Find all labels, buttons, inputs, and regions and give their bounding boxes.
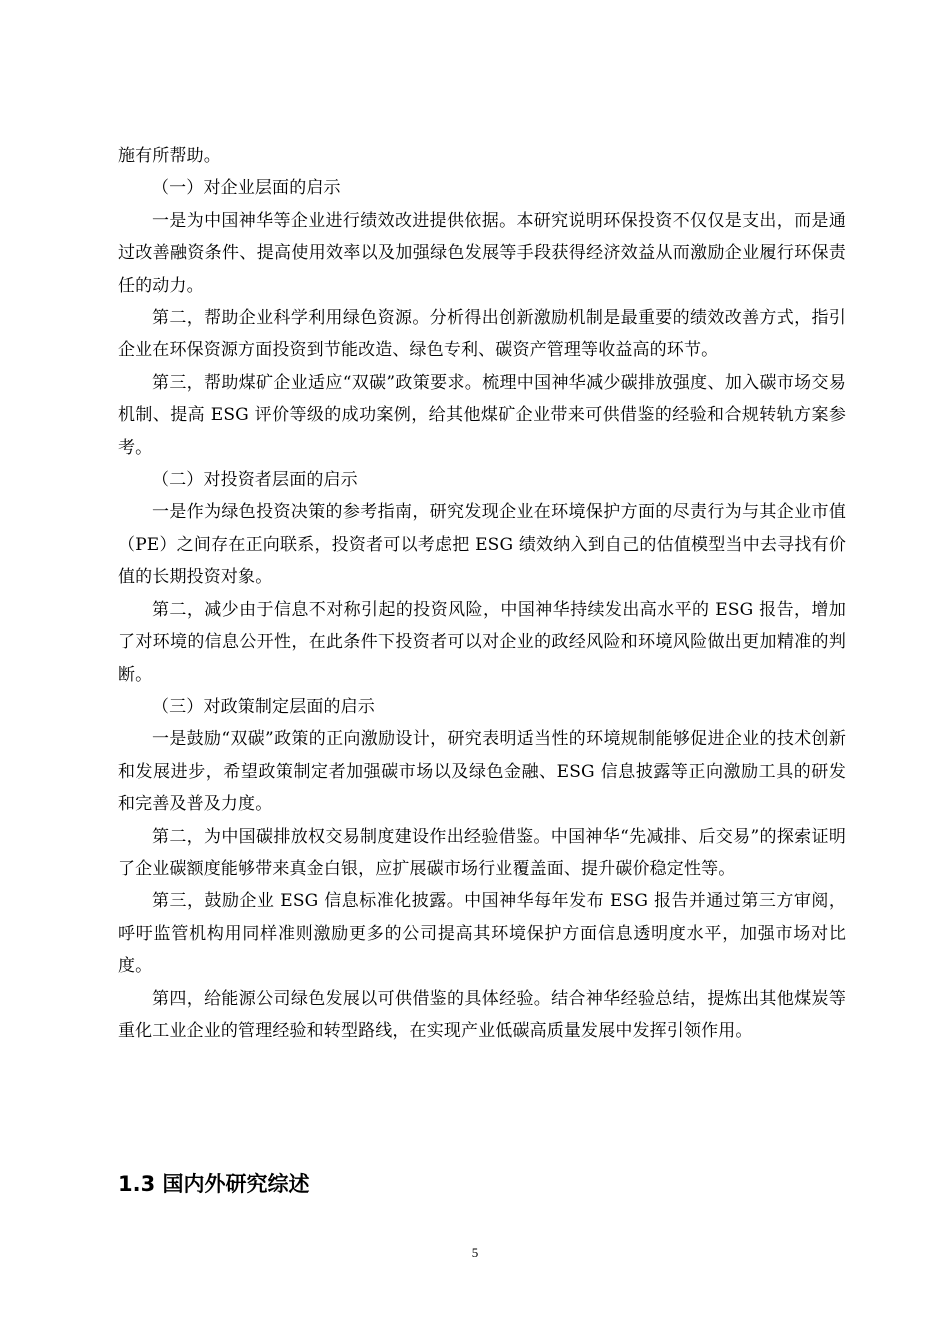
sub-heading: （一）对企业层面的启示	[152, 178, 341, 199]
page-number: 5	[471, 1245, 479, 1260]
sub-heading: （三）对政策制定层面的启示	[152, 696, 375, 717]
sub-heading: （二）对投资者层面的启示	[152, 470, 358, 491]
section-heading: 1.3 国内外研究综述	[118, 1172, 310, 1196]
paragraph: 一是为中国神华等企业进行绩效改进提供依据。本研究说明环保投资不仅仅是支出，而是通过改善融资条件、提高使用效率以及加强绿色发展等手段获得经济效益从而激励企业履行环保责任的动力。	[118, 210, 846, 296]
paragraph: 施有所帮助。	[118, 146, 221, 166]
paragraph: 第二，帮助企业科学利用绿色资源。分析得出创新激励机制是最重要的绩效改善方式，指引企业在环保资源方面投资到节能改造、绿色专利、碳资产管理等收益高的环节。	[118, 308, 846, 361]
body-text	[118, 140, 846, 1047]
paragraph: 一是作为绿色投资决策的参考指南，研究发现企业在环境保护方面的尽责行为与其企业市值（PE）之间存在正向联系，投资者可以考虑把 ESG 绩效纳入到自己的估值模型当中去寻找有价值的长期投资对象。	[118, 502, 846, 588]
paragraph: 第三，帮助煤矿企业适应“双碳”政策要求。梳理中国神华减少碳排放强度、加入碳市场交易机制、提高 ESG 评价等级的成功案例，给其他煤矿企业带来可供借鉴的经验和合规转轨方案参考。	[118, 372, 846, 458]
paragraph: 第三，鼓励企业 ESG 信息标准化披露。中国神华每年发布 ESG 报告并通过第三方审阅，呼吁监管机构用同样准则激励更多的公司提高其环境保护方面信息透明度水平，加强市场对比度。	[118, 891, 846, 977]
paragraph: 第二，为中国碳排放权交易制度建设作出经验借鉴。中国神华“先减排、后交易”的探索证明了企业碳额度能够带来真金白银，应扩展碳市场行业覆盖面、提升碳价稳定性等。	[118, 826, 846, 879]
paragraph: 第四，给能源公司绿色发展以可供借鉴的具体经验。结合神华经验总结，提炼出其他煤炭等重化工业企业的管理经验和转型路线，在实现产业低碳高质量发展中发挥引领作用。	[118, 988, 846, 1041]
paragraph: 一是鼓励“双碳”政策的正向激励设计，研究表明适当性的环境规制能够促进企业的技术创新和发展进步，希望政策制定者加强碳市场以及绿色金融、ESG 信息披露等正向激励工具的研发和完善及普及力度。	[118, 729, 846, 815]
paragraph: 第二，减少由于信息不对称引起的投资风险，中国神华持续发出高水平的 ESG 报告，增加了对环境的信息公开性，在此条件下投资者可以对企业的政经风险和环境风险做出更加精准的判断。	[118, 599, 846, 685]
